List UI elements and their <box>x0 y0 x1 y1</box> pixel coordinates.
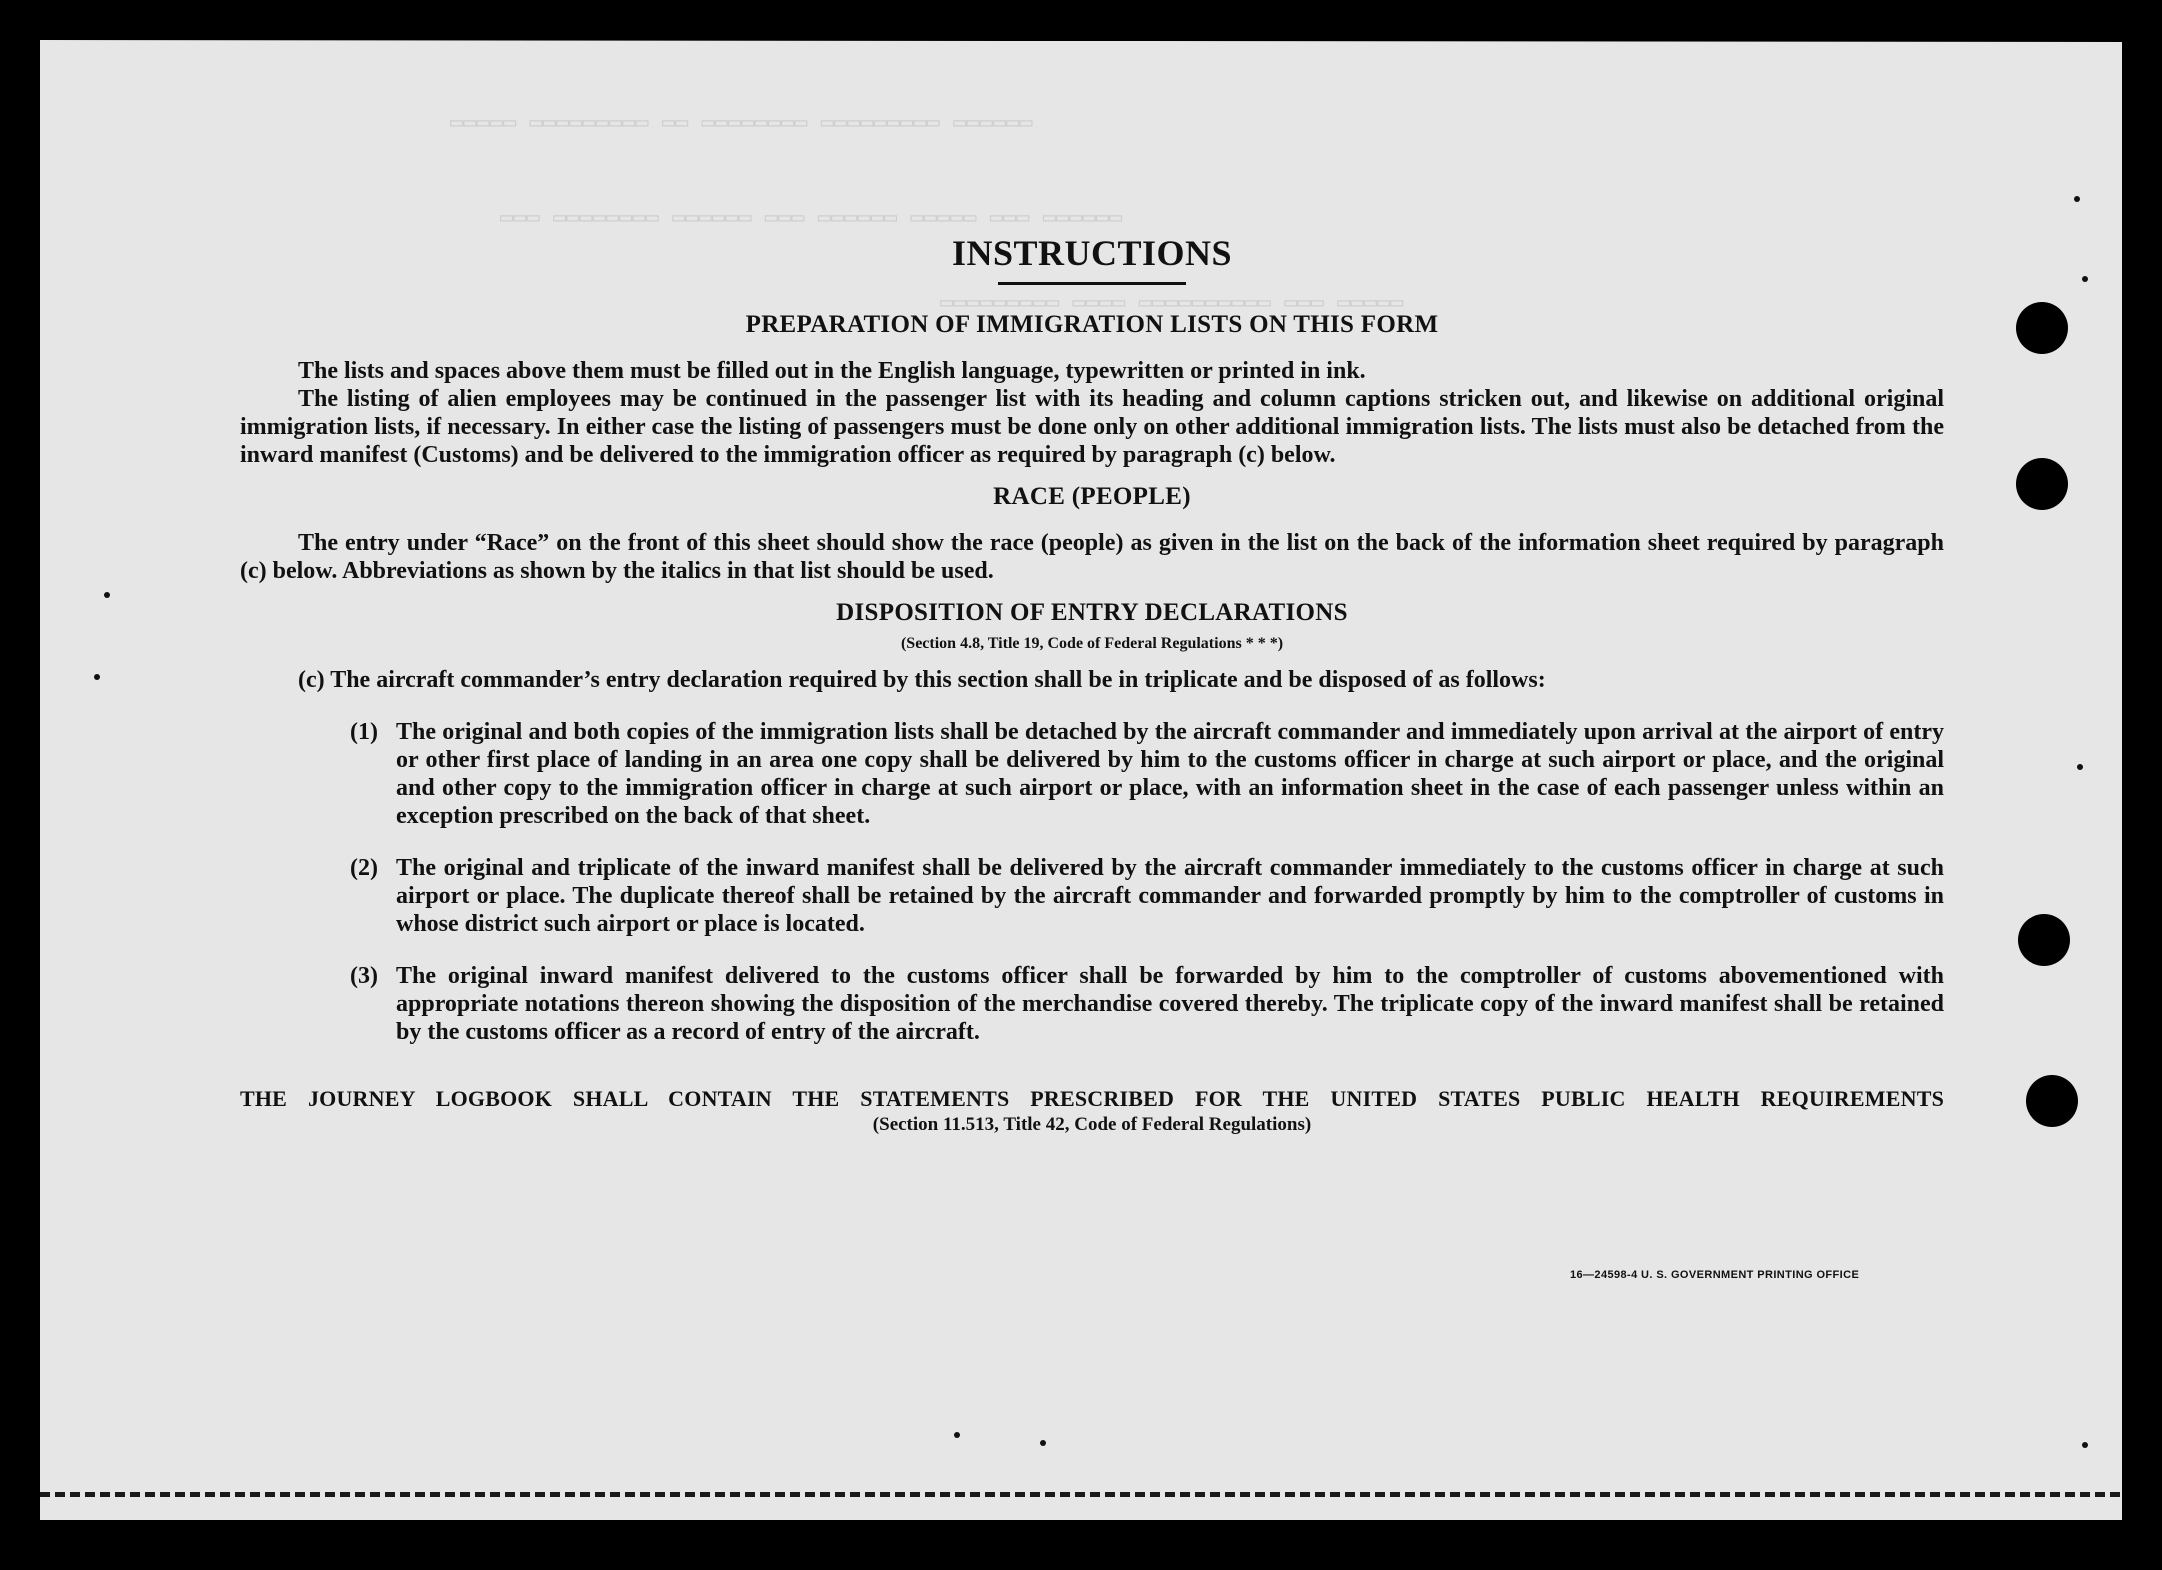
speck <box>2077 764 2083 770</box>
preparation-heading: PREPARATION OF IMMIGRATION LISTS ON THIS FORM <box>745 311 1439 338</box>
race-heading: RACE (PEOPLE) <box>993 483 1191 510</box>
public-health-citation: (Section 11.513, Title 42, Code of Federal Regulations) <box>872 1114 1312 1135</box>
printer-mark: 16—24598-4 U. S. GOVERNMENT PRINTING OFFICE <box>1570 1269 1860 1281</box>
bleed-through-text: ▭▭▭ ▭▭▭▭▭▭▭▭ ▭▭▭▭▭▭ ▭▭▭ ▭▭▭▭▭▭ ▭▭▭▭▭ ▭▭▭ ▭▭▭▭▭▭ <box>500 206 1123 231</box>
item-number: (1) <box>350 719 378 745</box>
speck <box>104 592 110 598</box>
item-number: (2) <box>350 855 378 881</box>
disposition-citation: (Section 4.8, Title 19, Code of Federal Regulations * * *) <box>900 635 1284 652</box>
speck <box>2082 1442 2088 1448</box>
speck <box>2074 196 2080 202</box>
speck <box>1040 1440 1046 1446</box>
punch-hole <box>2018 914 2070 966</box>
bleed-through-text: ▭▭▭▭▭ ▭▭▭▭▭▭▭▭▭ ▭▭ ▭▭▭▭▭▭▭▭ ▭▭▭▭▭▭▭▭▭ ▭▭▭▭▭▭ <box>450 111 1033 136</box>
item-text: The original and both copies of the immigration lists shall be detached by the aircraft commander and immediately upon arrival at the airport of entry or other first place of landing in an area one copy shall be delivered by him to the customs officer in charge at such airport or place, and the original and other copy to the immigration officer in charge at such airport or place, with an information sheet in the case of each passenger unless within an exception prescribed on the back of that sheet. <box>396 719 1944 829</box>
perforation-line <box>40 1492 2120 1497</box>
disposition-item <box>350 718 1944 830</box>
disposition-item <box>350 854 1944 938</box>
title-underline <box>998 282 1186 285</box>
preparation-paragraph-2: The listing of alien employees may be continued in the passenger list with its heading and column captions stricken out, and likewise on additional original immigration lists, if necessary. In either case the listing of passengers must be done only on other additional immigration lists. The lists must also be detached from the inward manifest (Customs) and be delivered to the immigration officer as required by paragraph (c) below. <box>240 386 1944 468</box>
disposition-heading: DISPOSITION OF ENTRY DECLARATIONS <box>836 599 1348 626</box>
speck <box>94 674 100 680</box>
disposition-intro: (c) The aircraft commander’s entry declaration required by this section shall be in triplicate and be disposed of as follows: <box>298 667 1546 693</box>
disposition-item <box>350 962 1944 1046</box>
bleed-through-text: ▭▭▭▭▭▭▭▭▭ ▭▭▭▭ ▭▭▭▭▭▭▭▭▭▭ ▭▭▭ ▭▭▭▭▭ <box>940 291 1404 316</box>
punch-hole <box>2026 1075 2078 1127</box>
speck <box>954 1432 960 1438</box>
public-health-statement: THE JOURNEY LOGBOOK SHALL CONTAIN THE STATEMENTS PRESCRIBED FOR THE UNITED STATES PUBLIC HEALTH REQUIREMENTS <box>240 1086 1944 1111</box>
page-title: INSTRUCTIONS <box>951 233 1233 273</box>
item-text: The original and triplicate of the inward manifest shall be delivered by the aircraft commander immediately to the customs officer in charge at such airport or place. The duplicate thereof shall be retained by the aircraft commander and forwarded promptly by him to the comptroller of customs in whose district such airport or place is located. <box>396 855 1944 937</box>
punch-hole <box>2016 458 2068 510</box>
race-paragraph: The entry under “Race” on the front of this sheet should show the race (people) as given in the list on the back of the information sheet required by paragraph (c) below. Abbreviations as shown by the italics in that list should be used. <box>240 530 1944 584</box>
punch-hole <box>2016 302 2068 354</box>
item-text: The original inward manifest delivered to the customs officer shall be forwarded by him to the comptroller of customs abovementioned with appropriate notations thereon showing the disposition of the merchandise covered thereby. The triplicate copy of the inward manifest shall be retained by the customs officer as a record of entry of the aircraft. <box>396 963 1944 1045</box>
item-number: (3) <box>350 963 378 989</box>
instructions-content <box>240 232 1944 1136</box>
preparation-paragraph-1: The lists and spaces above them must be filled out in the English language, typewritten or printed in ink. <box>298 358 1366 384</box>
speck <box>2082 276 2088 282</box>
